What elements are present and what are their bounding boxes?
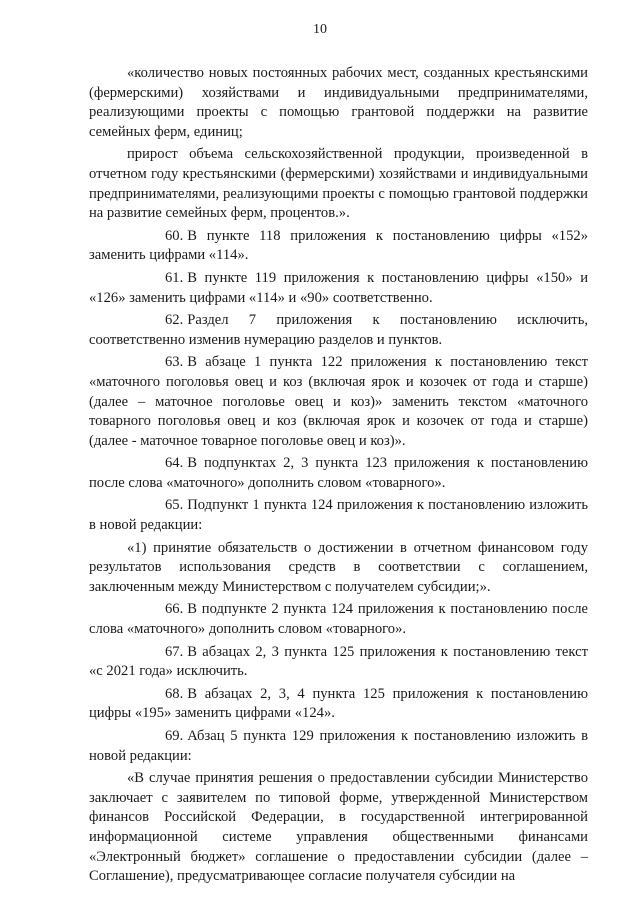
paragraph-text: В абзацах 2, 3 пункта 125 приложения к постановлению текст «с 2021 года» исключить. [89,643,588,680]
paragraph [89,643,588,682]
paragraph [89,64,588,142]
paragraph [89,454,588,493]
paragraph-text: В подпунктах 2, 3 пункта 123 приложения к постановлению после слова «маточного» дополнить словом «товарного». [89,455,588,491]
paragraph [89,145,588,223]
paragraph-number: 64. [165,455,184,472]
paragraph-text: «В случае принятия решения о предоставлении субсидии Министерство заключает с заявителем по типовой форме, утвержденной Министерством финансов Российской Федерации, в государственной интегрированной информационной системе управления общественными финансами «Электронный бюджет» соглашение о предоставлении субсидии (далее – Соглашение), предусматривающее согласие получателя субсидии на [89,770,588,885]
paragraph-text: Абзац 5 пункта 129 приложения к постановлению изложить в новой редакции: [89,728,588,764]
paragraph-text: «количество новых постоянных рабочих мест, созданных крестьянскими (фермерскими) хозяйствами и индивидуальными предпринимателями, реализующими проекты с помощью грантовой поддержки на развитие семейных ферм, единиц; [89,65,588,140]
paragraph-text: Подпункт 1 пункта 124 приложения к постановлению изложить в новой редакции: [89,497,588,534]
paragraph-text: В подпункте 2 пункта 124 приложения к постановлению после слова «маточного» дополнить словом «товарного». [89,601,588,638]
paragraph-number: 68. [165,685,184,702]
paragraph [89,311,588,350]
paragraph [89,227,588,266]
paragraph-text: прирост объема сельскохозяйственной продукции, произведенной в отчетном году крестьянскими (фермерскими) хозяйствами и индивидуальными предпринимателями, реализующими проекты с помощью грантовой поддержки на развитие семейных ферм, процентов.». [89,146,588,222]
paragraph-text: В пункте 119 приложения к постановлению цифры «150» и «126» заменить цифрами «114» и «90» соответственно. [89,269,588,306]
paragraph-number: 60. [165,227,184,244]
paragraph-number: 65. [165,497,184,514]
paragraph-number: 61. [165,269,184,286]
paragraph [89,600,588,639]
paragraph [89,685,588,724]
paragraph [89,539,588,598]
paragraph-number: 69. [165,728,184,744]
paragraph-number: 67. [165,643,184,660]
paragraph-number: 62. [165,312,184,329]
paragraph-number: 63. [165,354,184,371]
paragraph [89,496,588,535]
paragraph-number: 66. [165,601,184,618]
paragraph-text: В абзаце 1 пункта 122 приложения к постановлению текст «маточного поголовья овец и коз (включая ярок и козочек от года и старше) (далее – маточное поголовье овец и коз)» заменить текстом «маточного товарного поголовья овец и коз (включая ярок и козочек от года и старше) (далее - маточное товарное поголовье овец и коз)». [89,354,588,449]
paragraph [89,269,588,308]
paragraph [89,727,588,766]
document-body [89,64,588,890]
paragraph-text: Раздел 7 приложения к постановлению исключить, соответственно изменив нумерацию разделов и пунктов. [89,312,588,348]
paragraph-text: В пункте 118 приложения к постановлению цифры «152» заменить цифрами «114». [89,227,588,264]
paragraph-text: «1) принятие обязательств о достижении в отчетном финансовом году результатов использования средств в соответствии с соглашением, заключенным между Министерством с получателем субсидии;». [89,539,588,595]
paragraph-text: В абзацах 2, 3, 4 пункта 125 приложения к постановлению цифры «195» заменить цифрами «124». [89,685,588,722]
page-number: 10 [313,22,327,37]
paragraph [89,353,588,451]
paragraph [89,769,588,887]
